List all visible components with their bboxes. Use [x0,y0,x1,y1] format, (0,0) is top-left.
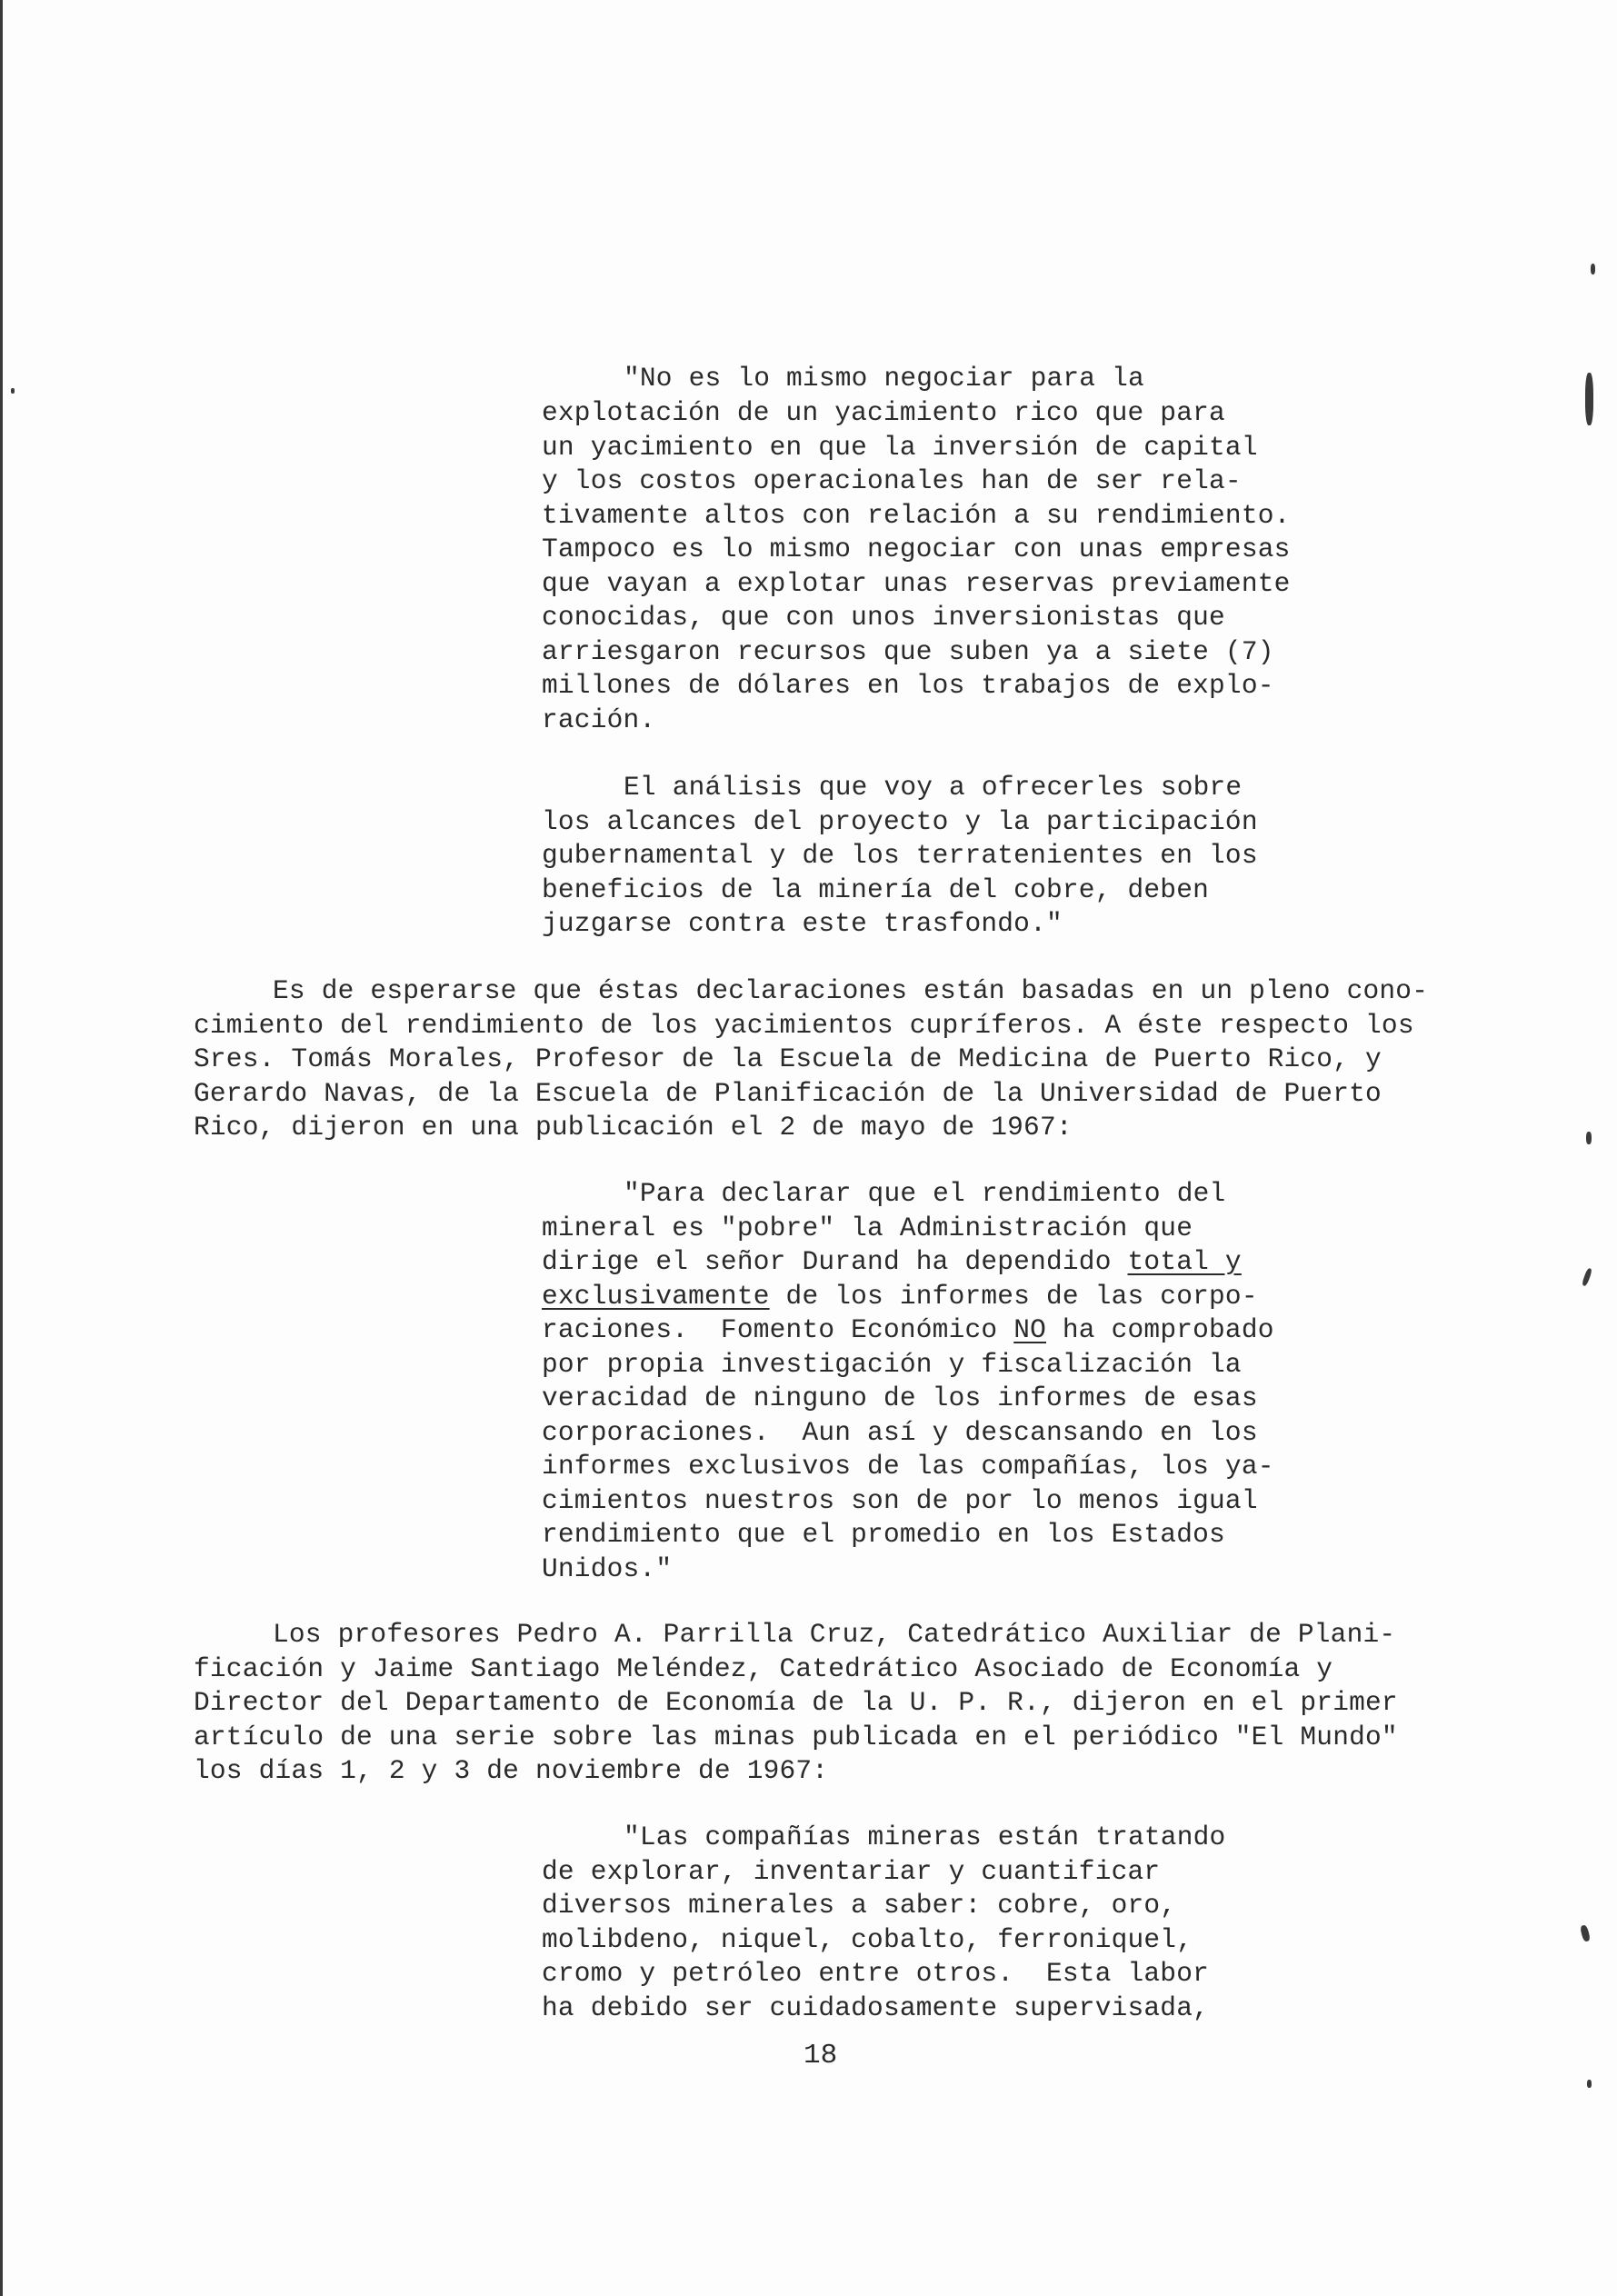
quote-line: arriesgaron recursos que suben ya a siete (7) [542,636,1274,667]
paragraph-line: Los profesores Pedro A. Parrilla Cruz, Catedrático Auxiliar de Plani- [273,1619,1396,1650]
quote-line: ha debido ser cuidadosamente supervisada, [542,1992,1210,2023]
quote-line: millones de dólares en los trabajos de explo- [542,670,1274,701]
quote-line: "Las compañías mineras están tratando [624,1822,1226,1852]
quote-line: veracidad de ninguno de los informes de esas [542,1383,1258,1413]
quote-line: El análisis que voy a ofrecerles sobre [624,772,1243,803]
quote-line [542,1245,1242,1280]
quote-line: que vayan a explotar unas reservas previamente [542,568,1291,599]
underlined-text: exclusivamente [542,1281,770,1312]
paragraph-line: Sres. Tomás Morales, Profesor de la Escuela de Medicina de Puerto Rico, y [194,1043,1382,1074]
underlined-text: NO [1013,1314,1046,1345]
quote-line: y los costos operacionales han de ser rela- [542,465,1242,496]
text-run: de los informes de las corpo- [769,1281,1258,1312]
scan-speck [1585,373,1593,425]
quote-line: explotación de un yacimiento rico que para [542,397,1225,428]
text-run: dirige el señor Durand ha dependido [542,1246,1128,1277]
scan-speck [1580,1924,1591,1942]
quote-line: corporaciones. Aun así y descansando en los [542,1417,1258,1448]
scan-speck [1586,1132,1592,1144]
quote-line: ración. [542,704,656,735]
paragraph-line: ficación y Jaime Santiago Meléndez, Catedrático Asociado de Economía y [194,1653,1333,1684]
quote-line: juzgarse contra este trasfondo." [542,908,1063,939]
quote-line: Unidos." [542,1553,673,1584]
quote-line: diversos minerales a saber: cobre, oro, [542,1890,1177,1921]
paragraph-line: artículo de una serie sobre las minas publicada en el periódico "El Mundo" [194,1722,1398,1752]
quote-line: beneficios de la minería del cobre, deben [542,874,1210,905]
scan-speck [1582,1268,1592,1287]
paragraph-line: los días 1, 2 y 3 de noviembre de 1967: [194,1755,829,1786]
quote-line: "Para declarar que el rendimiento del [624,1178,1226,1209]
quote-line: tivamente altos con relación a su rendimiento. [542,500,1291,531]
paragraph-line: Rico, dijeron en una publicación el 2 de mayo de 1967: [194,1112,1073,1143]
quote-line: cimientos nuestros son de por lo menos igual [542,1485,1258,1516]
paragraph-line: Es de esperarse que éstas declaraciones están basadas en un pleno cono- [273,975,1429,1006]
scan-speck [1591,264,1595,275]
paragraph-line: Gerardo Navas, de la Escuela de Planificación de la Universidad de Puerto [194,1078,1382,1109]
quote-line: mineral es "pobre" la Administración que [542,1213,1193,1243]
text-run: ha comprobado [1046,1314,1274,1345]
quote-line: informes exclusivos de las compañías, los ya- [542,1451,1274,1482]
scan-speck [1587,2080,1592,2088]
paragraph-line: Director del Departamento de Economía de la U. P. R., dijeron en el primer [194,1687,1398,1718]
paragraph-line: cimiento del rendimiento de los yacimientos cupríferos. A éste respecto los [194,1010,1414,1041]
quote-line: un yacimiento en que la inversión de capital [542,432,1258,463]
scan-left-edge [0,0,3,2296]
page-number: 18 [804,2040,838,2071]
quote-line: por propia investigación y fiscalización la [542,1349,1242,1380]
scan-speck [11,388,15,394]
quote-line: los alcances del proyecto y la participación [542,806,1258,837]
quote-line: molibdeno, niquel, cobalto, ferroniquel, [542,1924,1193,1955]
quote-line: "No es lo mismo negociar para la [624,363,1144,394]
text-run: raciones. Fomento Económico [542,1314,1014,1345]
quote-line: de explorar, inventariar y cuantificar [542,1856,1161,1887]
quote-line: Tampoco es lo mismo negociar con unas empresas [542,534,1291,564]
quote-line: conocidas, que con unos inversionistas que [542,602,1225,633]
quote-line: cromo y petróleo entre otros. Esta labor [542,1958,1210,1989]
quote-line: rendimiento que el promedio en los Estados [542,1519,1225,1550]
quote-line [542,1313,1274,1348]
quote-line: gubernamental y de los terratenientes en los [542,840,1258,871]
quote-line [542,1280,1258,1314]
underlined-text: total y [1127,1246,1242,1277]
